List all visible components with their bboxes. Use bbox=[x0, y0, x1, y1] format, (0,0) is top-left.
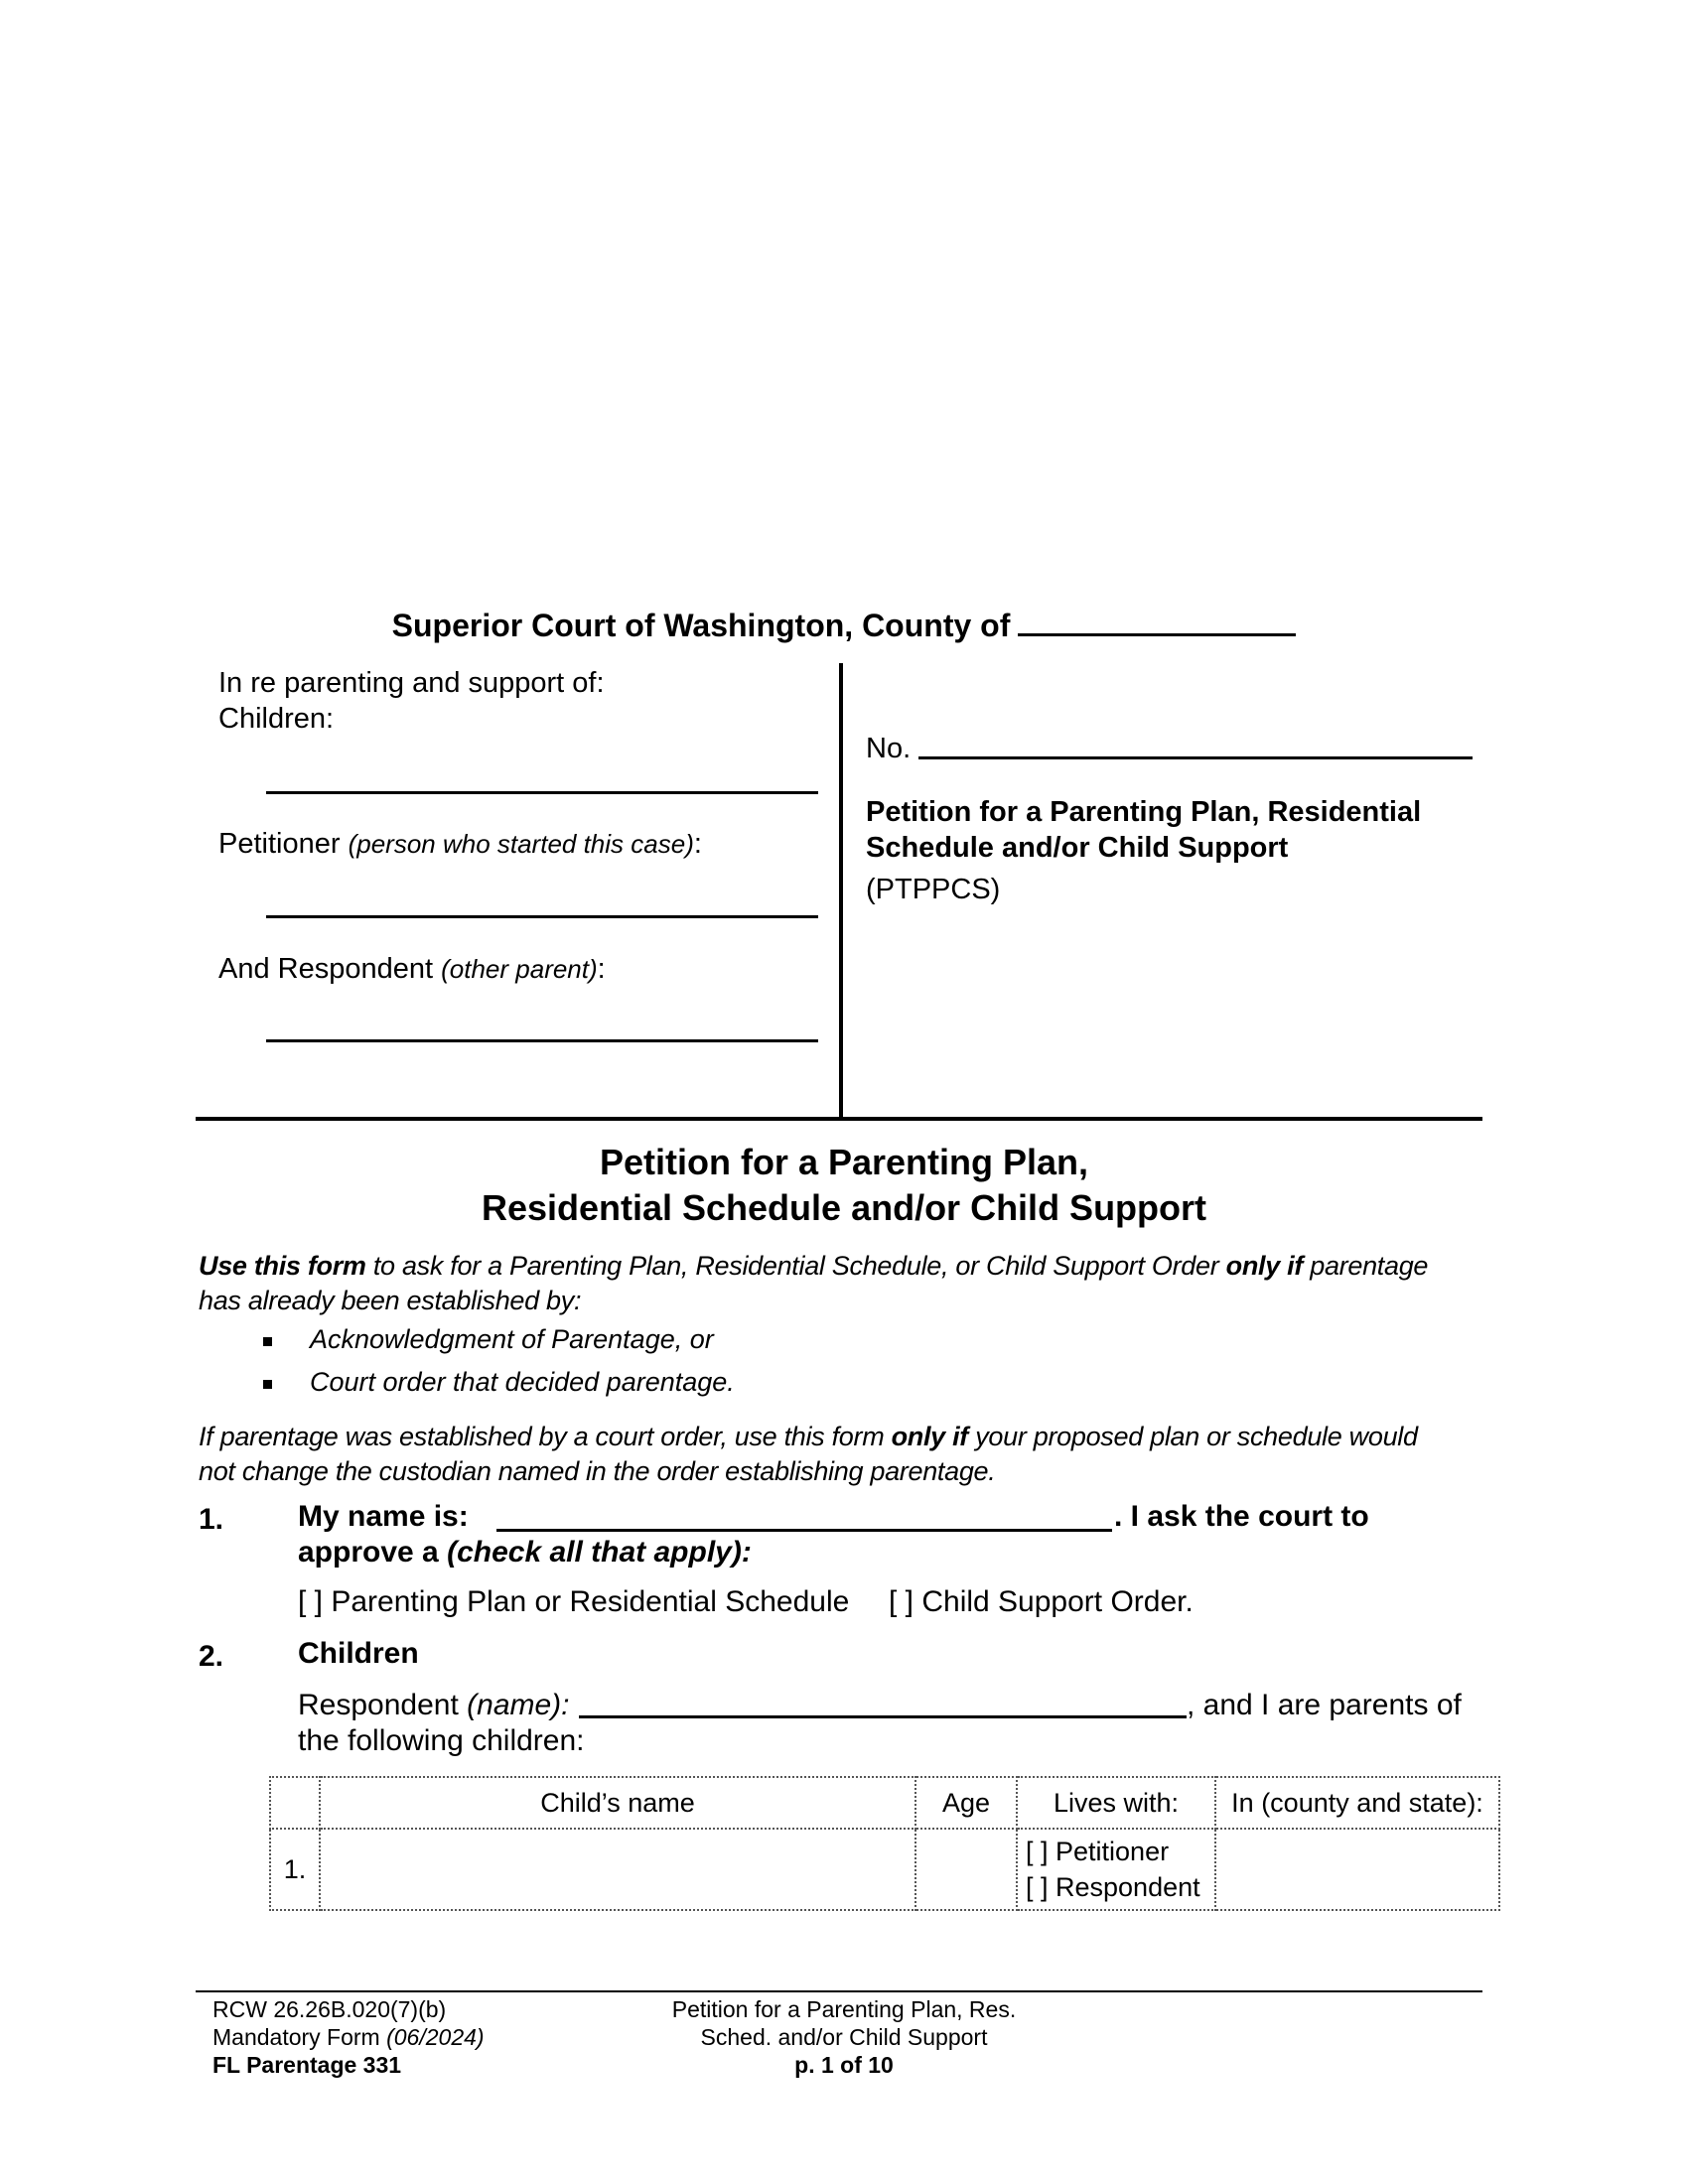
row-number: 1. bbox=[270, 1829, 320, 1910]
in-re-label: In re parenting and support of: bbox=[218, 667, 605, 699]
county-state-cell[interactable] bbox=[1215, 1829, 1499, 1910]
respondent-name-label: Respondent (name): bbox=[298, 1689, 570, 1721]
child-support-checkbox[interactable]: [ ] Child Support Order. bbox=[889, 1585, 1194, 1618]
following-children-text: the following children: bbox=[298, 1724, 585, 1757]
case-no-label: No. bbox=[866, 733, 912, 764]
ask-court-text: . I ask the court to bbox=[1114, 1500, 1369, 1533]
lives-with-respondent-checkbox[interactable]: [ ] Respondent bbox=[1026, 1872, 1200, 1902]
petitioner-label: Petitioner (person who started this case): bbox=[218, 828, 702, 860]
respondent-label: And Respondent (other parent): bbox=[218, 953, 606, 985]
footer-center: Petition for a Parenting Plan, Res. Sched. and/or Child Support p. 1 of 10 bbox=[671, 1996, 1017, 2078]
form-abbreviation: (PTPPCS) bbox=[866, 874, 1001, 905]
table-header: Age bbox=[915, 1777, 1017, 1829]
section-2-title: Children bbox=[298, 1637, 419, 1670]
lives-with-petitioner-checkbox[interactable]: [ ] Petitioner bbox=[1026, 1837, 1170, 1866]
parenting-plan-checkbox[interactable]: [ ] Parenting Plan or Residential Schedule bbox=[298, 1585, 850, 1618]
county-blank[interactable] bbox=[1018, 608, 1296, 636]
table-row bbox=[270, 1829, 1499, 1910]
caption-bottom-rule bbox=[196, 1117, 1482, 1121]
section-1-number: 1. bbox=[199, 1503, 224, 1536]
children-label: Children: bbox=[218, 703, 335, 735]
parents-of-text: , and I are parents of bbox=[1187, 1689, 1462, 1721]
table-header: Child’s name bbox=[320, 1777, 915, 1829]
approve-text: approve a (check all that apply): bbox=[298, 1536, 752, 1569]
children-table bbox=[269, 1776, 1500, 1911]
table-header-row bbox=[270, 1777, 1499, 1829]
my-name-label: My name is: bbox=[298, 1500, 469, 1533]
child-age-cell[interactable] bbox=[915, 1829, 1017, 1910]
my-name-line[interactable] bbox=[496, 1529, 1112, 1532]
petitioner-name-line[interactable] bbox=[266, 915, 818, 918]
respondent-name-field[interactable] bbox=[579, 1715, 1187, 1718]
court-title: Superior Court of Washington, County of bbox=[0, 608, 1688, 644]
table-header: Lives with: bbox=[1017, 1777, 1215, 1829]
caption-form-title: Petition for a Parenting Plan, Residential Schedule and/or Child Support bbox=[866, 796, 1422, 864]
children-name-line[interactable] bbox=[266, 791, 818, 794]
table-header-num bbox=[270, 1777, 320, 1829]
bullet-icon bbox=[263, 1337, 272, 1346]
document-title: Petition for a Parenting Plan, Residential Schedule and/or Child Support bbox=[481, 1142, 1207, 1228]
case-number-line[interactable] bbox=[918, 756, 1473, 759]
caption-divider bbox=[839, 663, 843, 1120]
bullet-item: Acknowledgment of Parentage, or bbox=[310, 1324, 714, 1354]
bullet-icon bbox=[263, 1380, 272, 1389]
intro-paragraph: Use this form to ask for a Parenting Plan, Residential Schedule, or Child Support Order only if parentage has already been established by: bbox=[199, 1251, 1429, 1315]
section-2-number: 2. bbox=[199, 1640, 224, 1673]
footer-rule bbox=[196, 1990, 1482, 1992]
footer-left: RCW 26.26B.020(7)(b) Mandatory Form (06/2024) FL Parentage 331 bbox=[212, 1996, 485, 2078]
bullet-item: Court order that decided parentage. bbox=[310, 1367, 735, 1397]
respondent-name-line[interactable] bbox=[266, 1039, 818, 1042]
lives-with-cell bbox=[1017, 1829, 1215, 1910]
child-name-cell[interactable] bbox=[320, 1829, 915, 1910]
table-header: In (county and state): bbox=[1215, 1777, 1499, 1829]
parentage-note: If parentage was established by a court order, use this form only if your proposed plan or schedule would not change the custodian named in the order establishing parentage. bbox=[199, 1422, 1418, 1486]
